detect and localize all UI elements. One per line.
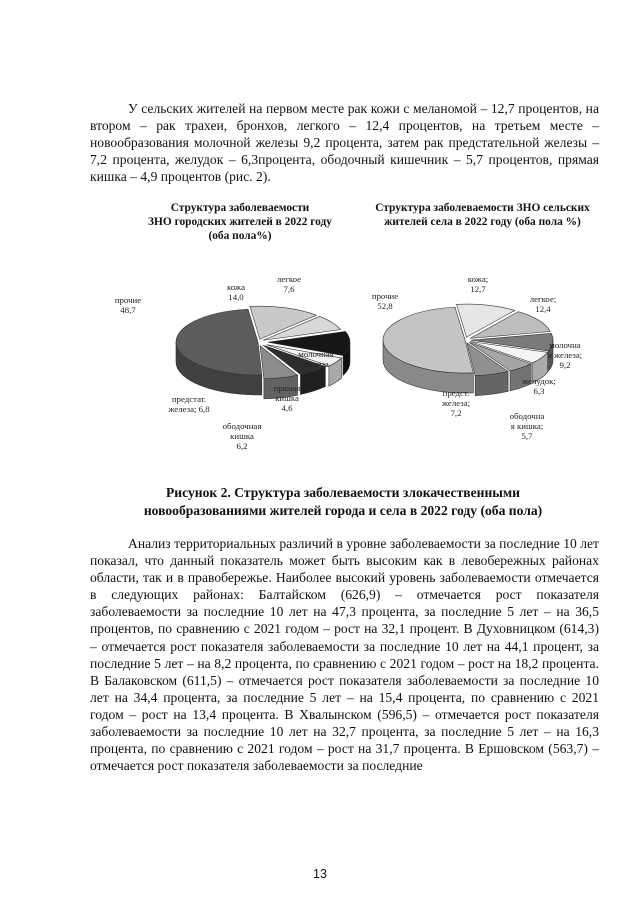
village-label-breast [540,341,590,370]
chart-title-city [140,201,340,244]
village-label-other [365,292,405,312]
label-line: желудок; [522,376,556,386]
village-label-colon [502,412,552,441]
label-line: железа; [441,397,471,408]
chart-title-city-line: (оба пола%) [208,230,272,243]
label-line: легкое; [529,294,557,304]
city-label-skin [215,283,257,303]
chart-title-village-line: жителей села в 2022 году (оба пола %) [384,216,581,229]
label-line: кишка [230,430,254,441]
label-line: ободочна [509,411,545,421]
city-label-lung [269,275,309,295]
label-line: предстат. [171,394,207,404]
pie-slice [383,307,473,393]
label-line: 48,7 [120,304,136,315]
label-line: 12,4 [535,303,551,314]
chart-title-village-line: Структура заболеваемости ЗНО сельских [375,202,590,214]
label-line: 52,8 [377,300,393,311]
label-line: молочная [298,349,334,359]
village-label-prostate [435,389,477,418]
label-line: 14,0 [228,291,244,302]
label-line: легкое [276,274,302,284]
chart-title-village [355,201,610,229]
paragraph-territorial-analysis: Анализ территориальных различий в уровне заболеваемости за последние 10 лет показал, что данный показатель может быть высоким как в левобережных районах области, так и в правобережье. Наиболее высокий уровень заболеваемости отмечается в следующих районах: Балтайском (626,9) – отмечается рост показателя заболеваемости за последние 10 лет на 47,3 процента, за последние 5 лет – на 36,5 процентов, по сравнению с 2021 годом – рост на 32,1 процент. В Духовницком (614,3) – отмечается рост показателя заболеваемости за последние 10 лет на 44,1 процент, за последние 5 лет – на 8,2 процента, по сравнению с 2021 годом – рост на 18,2 процента. В Балаковском (611,5) – отмечается рост показателя заболеваемости за последние 10 лет на 34,4 процента, за последние 5 лет – на 15,4 процента, по сравнению с 2021 годом – рост на 13,4 процента. В Хвалынском (596,5) – отмечается рост показателя заболеваемости за последние 10 лет на 32,7 процента, за последние 5 лет – на 16,3 процента, по сравнению с 2021 годом – рост на 31,7 процента. В Ершовском (563,7) – отмечается рост показателя заболеваемости за последние [90,536,599,774]
chart-title-city-line: ЗНО городских жителей в 2022 году [147,216,333,229]
city-label-prostate [160,395,218,415]
label-line: 9,2 [559,359,571,370]
label-line: железа [303,358,329,369]
city-label-colon [214,422,270,451]
label-line: 7,2 [450,407,462,418]
city-label-rectum [265,384,309,413]
pie-slice [176,309,262,395]
label-line: кожа [227,282,245,292]
village-label-stomach [514,377,564,397]
label-line: 7,6 [283,283,295,294]
village-label-skin [458,275,498,295]
label-line: я кишка; [510,420,544,431]
label-line: кожа; [467,274,489,284]
label-line: я железа; [547,349,583,360]
label-line: прочие [371,291,399,301]
village-label-lung [518,295,568,315]
label-line: железа; 6,8 [168,403,210,414]
label-line: 4,6 [281,402,293,413]
figure-caption: Рисунок 2. Структура заболеваемости злокачественными новообразованиями жителей города и села в 2022 году (оба пола) [143,485,543,518]
page-number: 13 [313,867,327,881]
label-line: 5,7 [521,430,533,441]
city-label-other [108,296,148,316]
chart-title-city-line: Структура заболеваемости [170,202,310,214]
label-line: 12,7 [470,283,486,294]
label-line: кишка [275,392,299,403]
label-line: ободочная [222,421,262,431]
label-line: прочие [114,295,142,305]
label-line: молочна [549,340,581,350]
label-line: 6,3 [533,385,545,396]
label-line: предст. [442,388,470,398]
paragraph-rural-cancer-ranking: У сельских жителей на первом месте рак кожи с меланомой – 12,7 процентов, на втором – рак трахеи, бронхов, легкого – 12,4 процентов, на третьем месте – новообразования молочной железы 9,2 процента, затем рак предстательной железы – 7,2 процента, желудок – 6,3процента, ободочный кишечник – 5,7 процентов, прямая кишка – 4,9 процентов (рис. 2). [90,101,599,185]
label-line: прямая [273,383,301,393]
label-line: 6,2 [236,440,248,451]
label-line: 11,9 [308,368,324,379]
city-label-breast [287,350,345,379]
